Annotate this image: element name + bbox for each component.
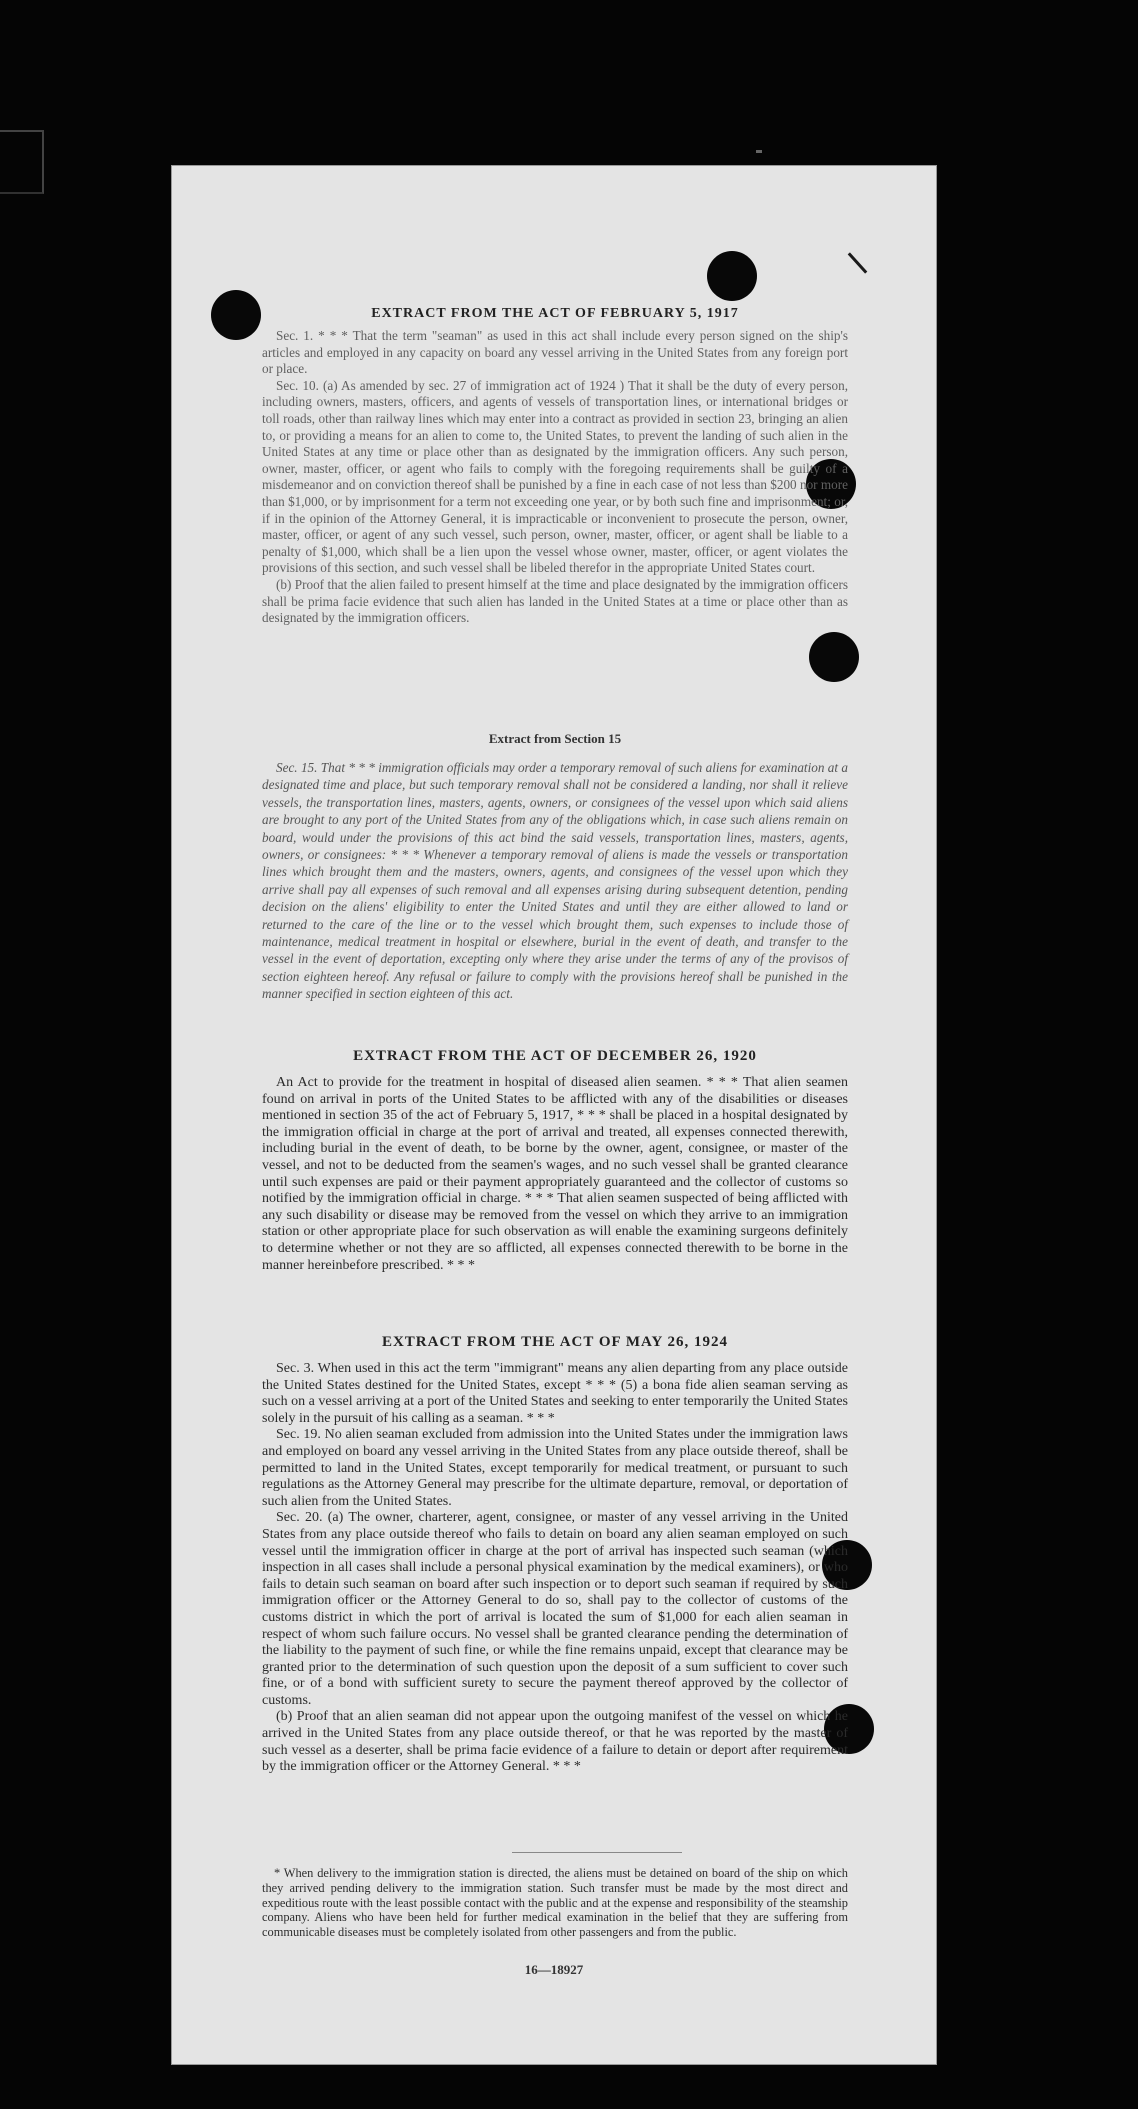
paragraph: Sec. 3. When used in this act the term "immigrant" means any alien departing from any place outside the United States destined for the United States, except * * * (5) a bona fide alien seaman serving as such on a vessel arriving at a port of the United States and seeking to enter temporarily the United States solely in the pursuit of his calling as a seaman. * * * <box>262 1361 848 1426</box>
footnote-divider <box>512 1852 682 1853</box>
section-heading: EXTRACT FROM THE ACT OF FEBRUARY 5, 1917 <box>371 306 739 321</box>
punch-hole <box>707 251 757 301</box>
paragraph: (b) Proof that an alien seaman did not appear upon the outgoing manifest of the vessel on which he arrived in the United States from any place outside thereof, or that he was reported by the master of such vessel as a deserter, shall be prima facie evidence of a failure to detain or deport after requirement by the immigration officer or the Attorney General. * * * <box>262 1709 848 1775</box>
form-number: 16—18927 <box>524 1962 584 1977</box>
document-page <box>172 166 936 2064</box>
footnote-text: * When delivery to the immigration station is directed, the aliens must be detained on board of the ship on which they arrived pending delivery to the immigration station. Such transfer must be made by the most direct and expeditious route with the least possible contact with the public and at the expense and responsibility of the steamship company. Aliens who have been held for further medical examination in the belief that they are suffering from communicable diseases must be completely isolated from other passengers and from the public. <box>262 1866 848 1940</box>
punch-hole <box>809 632 859 682</box>
paragraph: Sec. 20. (a) The owner, charterer, agent, consignee, or master of any vessel arriving in the United States from any place outside thereof who fails to detain on board any alien seaman employed on such vessel until the immigration officer in charge at the port of arrival has inspected such seaman (which inspection in all cases shall include a personal physical examination by the medical examiners), or who fails to detain such seaman on board after such inspection or to deport such seaman if required by such immigration officer or the Attorney General to do so, shall pay to the collector of customs of the customs district in which the port of arrival is located the sum of $1,000 for each alien seaman in respect of whom such failure occurs. No vessel shall be granted clearance pending the determination of the liability to the payment of such fine, or while the fine remains unpaid, except that clearance may be granted prior to the determination of such question upon the deposit of a sum sufficient to cover such fine, or of a bond with sufficient surety to secure the payment thereof approved by the collector of customs. <box>262 1510 848 1708</box>
paragraph: Sec. 1. * * * That the term "seaman" as used in this act shall include every person signed on the ship's articles and employed in any capacity on board any vessel arriving in the United States from any foreign port or place. <box>262 328 848 377</box>
section-extract-15 <box>262 731 848 1003</box>
punch-hole <box>211 290 261 340</box>
film-edge-mark <box>0 130 44 194</box>
paragraph: Sec. 19. No alien seaman excluded from admission into the United States under the immigration laws and employed on board any vessel arriving in the United States from any place outside thereof, shall be permitted to land in the United States, except temporarily for medical treatment, or pursuant to such regulations as the Attorney General may prescribe for the ultimate departure, removal, or deportation of such alien from the United States. <box>262 1427 848 1509</box>
paragraph: An Act to provide for the treatment in hospital of diseased alien seamen. * * * That alien seamen found on arrival in ports of the United States to be afflicted with any of the disabilities or diseases mentioned in section 35 of the act of February 5, 1917, * * * shall be placed in a hospital designated by the immigration official in charge at the port of arrival and treated, all expenses connected therewith, including burial in the event of death, to be borne by the owner, agent, consignee, or master of the vessel, and not to be deducted from the seamen's wages, and no such vessel shall be granted clearance until such expenses are paid or their payment appropriately guaranteed and the collector of customs so notified by the immigration official in charge. * * * That alien seamen suspected of being afflicted with any such disability or disease may be removed from the vessel on which they arrive to an immigration station or other appropriate place for such observation as will enable the examining surgeons definitely to determine whether or not they are so afflicted, all expenses connected therewith to be borne in the manner hereinbefore prescribed. * * * <box>262 1075 848 1273</box>
section-heading: EXTRACT FROM THE ACT OF MAY 26, 1924 <box>381 1334 729 1350</box>
paragraph: Sec. 15. That * * * immigration officials may order a temporary removal of such aliens for examination at a designated time and place, but such temporary removal shall not be considered a landing, nor shall it relieve vessels, the transportation lines, masters, agents, owners, or consignees of the vessel upon which said aliens are brought to any port of the United States from any of the obligations which, in case such aliens remain on board, would under the provisions of this act bind the said vessels, transportation lines, masters, agents, owners, or consignees: * * * Whenever a temporary removal of aliens is made the vessels or transportation lines which brought them and the masters, owners, agents, and consignees of the vessel upon which they arrive shall pay all expenses of such removal and all expenses arising during subsequent detention, pending decision on the aliens' eligibility to enter the United States and until they are either allowed to land or returned to the care of the line or to the vessel which brought them, such expenses to include those of maintenance, medical treatment in hospital or elsewhere, burial in the event of death, and transfer to the vessel in the event of deportation, excepting only where they arise under the terms of any of the provisos of section eighteen hereof. Any refusal or failure to comply with the provisions hereof shall be punished in the manner specified in section eighteen of this act. <box>262 760 848 1002</box>
section-heading: Extract from Section 15 <box>488 731 622 746</box>
section-act-1920 <box>262 1048 848 1274</box>
section-act-1924 <box>262 1334 848 1776</box>
section-act-1917 <box>262 306 848 627</box>
dust-speck <box>756 150 762 153</box>
pen-mark <box>848 252 868 273</box>
paragraph: Sec. 10. (a) As amended by sec. 27 of immigration act of 1924 ) That it shall be the duty of every person, including owners, masters, officers, and agents of vessels of transportation lines, or international bridges or toll roads, other than railway lines which may enter into a contract as provided in section 23, bringing an alien to, or providing a means for an alien to come to, the United States, to prevent the landing of such alien in the United States at any time or place other than as designated by the immigration officers. Any such person, owner, master, officer, or agent who fails to comply with the foregoing requirements shall be guilty of a misdemeanor and on conviction thereof shall be punished by a fine in each case of not less than $200 nor more than $1,000, or by imprisonment for a term not exceeding one year, or by both such fine and imprisonment; or, if in the opinion of the Attorney General, it is impracticable or inconvenient to prosecute the person, owner, master, officer, or agent of any such vessel, such person, owner, master, officer, or agent shall be liable to a penalty of $1,000, which shall be a lien upon the vessel whose owner, master, officer, or agent violates the provisions of this section, and such vessel shall be libeled therefor in the appropriate United States court. <box>262 377 848 576</box>
paragraph: (b) Proof that the alien failed to present himself at the time and place designated by the immigration officers shall be prima facie evidence that such alien has landed in the United States at a time or place other than as designated by the immigration officers. <box>262 576 848 626</box>
footnote <box>262 1866 848 1940</box>
section-heading: EXTRACT FROM THE ACT OF DECEMBER 26, 1920 <box>353 1048 757 1064</box>
